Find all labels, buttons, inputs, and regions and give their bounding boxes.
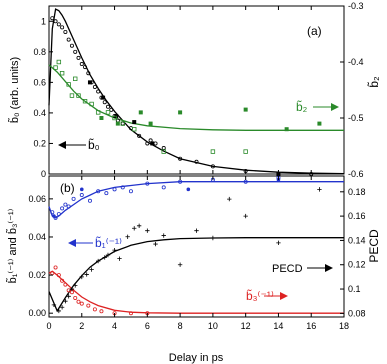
ytick-right-label-1-4: 0.16 (348, 211, 366, 222)
marker-1-3-19 (153, 242, 157, 246)
xtick-label-4: 8 (177, 321, 183, 331)
legend-b3 (246, 288, 288, 303)
marker-0-3-2 (139, 110, 143, 114)
marker-0-3-7 (317, 122, 321, 126)
ytick-left-label-1-0: 0.00 (28, 308, 46, 319)
marker-0-0-0 (51, 17, 54, 20)
marker-0-1-3 (132, 120, 136, 124)
marker-1-3-21 (178, 263, 182, 267)
marker-0-1-1 (101, 96, 105, 100)
marker-0-3-1 (116, 122, 120, 126)
marker-1-0-15 (162, 186, 165, 189)
ytick-left-label-0-2: 0.4 (33, 107, 46, 118)
ytick-right-label-0-0: -0.6 (348, 169, 364, 179)
marker-0-0-13 (93, 85, 96, 88)
marker-0-3-6 (285, 127, 289, 131)
xtick-label-1: 2 (79, 321, 85, 331)
marker-0-0-8 (77, 56, 80, 59)
ytick-left-label-0-3: 0.6 (33, 77, 46, 88)
marker-1-3-20 (162, 233, 166, 237)
xtick-label-0: 0 (46, 321, 52, 331)
marker-0-2-10 (106, 111, 110, 115)
marker-0-0-4 (64, 30, 67, 33)
legend-b1-label: b̃₁⁽⁻¹⁾ (95, 236, 122, 250)
marker-1-1-0 (52, 214, 56, 218)
marker-0-3-4 (178, 110, 182, 114)
panel-a-label: (a) (307, 24, 322, 38)
marker-0-0-9 (80, 62, 83, 65)
ytick-right-label-1-1: 0.1 (348, 284, 361, 295)
fit-line-1-1 (49, 271, 344, 313)
legend-b0 (58, 137, 100, 152)
x-axis-label: Delay in ps (168, 352, 224, 364)
marker-1-3-26 (276, 241, 280, 245)
ytick-left-label-0-5: 1 (40, 16, 46, 27)
panel-b-plot (49, 176, 344, 314)
legend-b0-label: b̃₀ (88, 138, 100, 152)
marker-0-3-3 (149, 122, 153, 126)
ytick-right-label-1-2: 0.12 (348, 259, 366, 270)
ytick-left-label-1-2: 0.04 (28, 231, 46, 242)
marker-1-3-14 (117, 256, 121, 260)
marker-0-2-16 (244, 150, 248, 154)
marker-0-2-2 (60, 71, 64, 75)
panel-b-frame (49, 176, 344, 317)
panel-b-right-ylabel: PECD (367, 229, 381, 263)
marker-1-1-2 (187, 188, 191, 192)
panel-b-left-ylabel: b̃₁⁽⁻¹⁾ and b̃₃⁽⁻¹⁾ (7, 208, 19, 284)
marker-0-2-15 (211, 150, 215, 154)
marker-0-3-5 (244, 108, 248, 112)
marker-1-0-11 (113, 188, 116, 191)
marker-1-1-1 (80, 188, 84, 192)
marker-1-0-3 (61, 207, 64, 210)
marker-1-0-10 (105, 192, 108, 195)
panel-a-left-ylabel: b̃₀ (arb. units) (9, 56, 21, 124)
marker-1-3-22 (194, 228, 198, 232)
fit-line-1-0 (49, 182, 344, 218)
marker-1-0-8 (88, 199, 91, 202)
legend-b3-label: b̃₃⁽⁻¹⁾ (246, 289, 274, 303)
marker-0-0-17 (106, 105, 109, 108)
legend-pecd (272, 263, 333, 275)
marker-1-3-6 (73, 283, 77, 287)
marker-0-0-14 (97, 90, 100, 93)
ytick-left-label-0-1: 0.2 (33, 138, 46, 149)
marker-0-0-16 (103, 101, 106, 104)
marker-0-0-1 (54, 20, 57, 23)
marker-1-3-23 (211, 236, 215, 240)
marker-1-3-18 (145, 228, 149, 232)
marker-0-0-26 (154, 142, 157, 145)
marker-1-3-25 (243, 214, 247, 218)
ytick-right-label-1-0: 0.08 (348, 308, 366, 319)
marker-1-2-7 (74, 296, 77, 299)
ytick-right-label-0-3: -0.3 (348, 1, 364, 11)
marker-1-3-1 (57, 309, 61, 313)
marker-0-0-6 (70, 44, 73, 47)
marker-0-2-4 (70, 94, 74, 98)
marker-1-2-1 (54, 266, 57, 269)
marker-1-0-7 (80, 193, 83, 196)
marker-0-3-0 (99, 116, 103, 120)
marker-0-0-2 (57, 23, 60, 26)
panel-b-label: (b) (60, 181, 75, 195)
xtick-label-8: 16 (306, 321, 317, 331)
ytick-left-label-0-0: 0 (40, 169, 46, 179)
ytick-right-label-0-2: -0.4 (348, 57, 364, 67)
ytick-left-label-1-3: 0.06 (28, 193, 46, 204)
marker-1-0-6 (72, 197, 75, 200)
marker-0-1-4 (150, 141, 154, 145)
ytick-right-label-0-1: -0.5 (348, 113, 364, 123)
ytick-left-label-0-4: 0.8 (33, 46, 46, 57)
fit-line-0-1 (49, 65, 344, 131)
marker-1-2-12 (100, 310, 103, 313)
marker-1-2-11 (93, 308, 96, 311)
marker-0-2-5 (73, 77, 77, 81)
marker-1-0-4 (64, 203, 67, 206)
marker-1-3-24 (227, 197, 231, 201)
ytick-left-label-1-1: 0.02 (28, 270, 46, 281)
marker-0-1-0 (88, 80, 92, 84)
xtick-label-2: 4 (112, 321, 118, 331)
marker-0-0-3 (61, 26, 64, 29)
ytick-right-label-1-5: 0.18 (348, 186, 366, 197)
panel-a-right-ylabel: b̃₂ (367, 76, 381, 88)
marker-1-2-10 (87, 304, 90, 307)
ytick-right-label-1-3: 0.14 (348, 235, 366, 246)
marker-1-3-27 (317, 187, 321, 191)
xtick-label-5: 10 (207, 321, 218, 331)
legend-b2 (296, 99, 339, 114)
xtick-label-9: 18 (338, 321, 350, 331)
marker-1-3-16 (132, 226, 136, 230)
marker-1-2-9 (80, 302, 83, 305)
marker-1-0-13 (129, 190, 132, 193)
marker-0-0-21 (121, 122, 124, 125)
marker-1-2-8 (77, 300, 80, 303)
xtick-label-7: 14 (273, 321, 284, 331)
marker-0-0-27 (162, 146, 165, 149)
marker-1-3-17 (137, 224, 141, 228)
marker-1-3-15 (125, 235, 129, 239)
marker-0-0-7 (74, 50, 77, 53)
legend-pecd-label: PECD (272, 263, 303, 275)
marker-0-2-1 (57, 60, 61, 64)
legend-b1 (68, 235, 122, 250)
xtick-label-6: 12 (240, 321, 251, 331)
xtick-label-3: 6 (144, 321, 150, 331)
legend-b2-label: b̃₂ (296, 100, 308, 114)
marker-0-0-5 (67, 38, 70, 41)
